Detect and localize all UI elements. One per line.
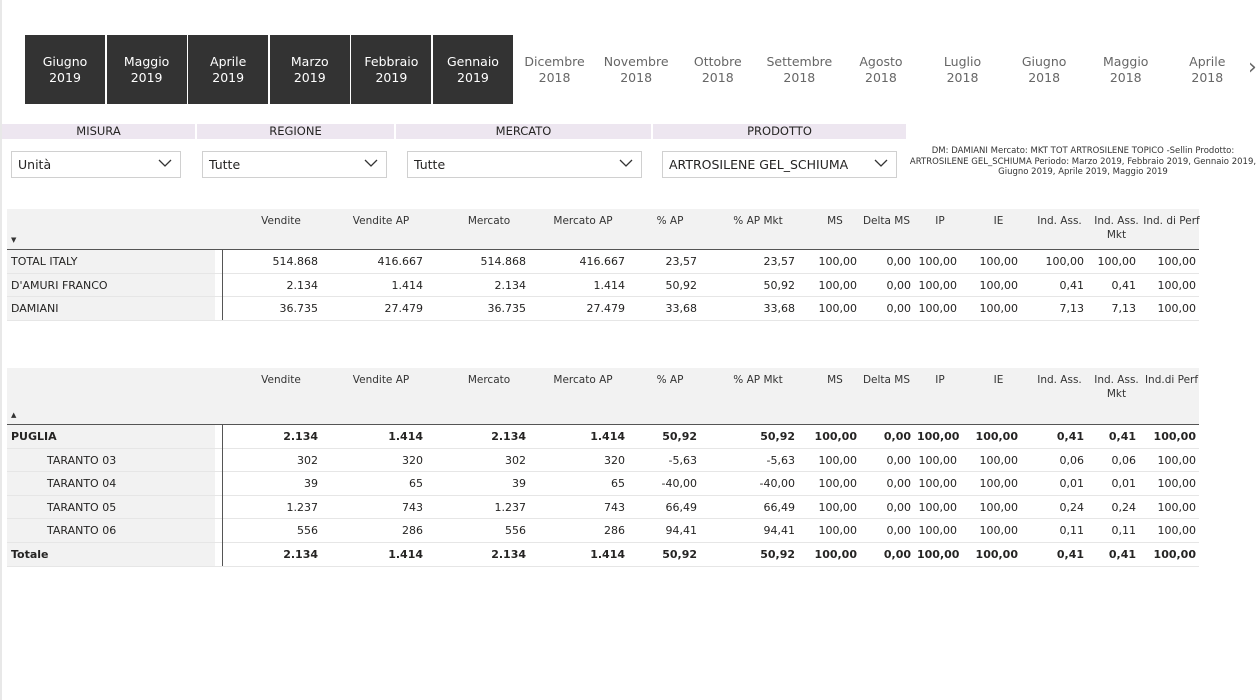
misura-value: Unità <box>18 157 52 172</box>
cell-value: 0,41 <box>1111 278 1136 292</box>
column-header[interactable]: IP <box>935 215 945 227</box>
column-header[interactable]: % AP <box>656 215 684 227</box>
column-header[interactable]: Delta MS <box>862 215 911 227</box>
column-header[interactable]: Mercato <box>467 215 511 227</box>
cell-value: 66,49 <box>763 500 795 514</box>
cell-value: 100,00 <box>1153 430 1196 443</box>
row-label: TOTAL ITALY <box>11 255 78 268</box>
cell-value: -40,00 <box>759 477 795 491</box>
cell-value: 556 <box>505 524 526 538</box>
cell-value: 100,00 <box>818 255 857 268</box>
cell-value: 1.237 <box>286 500 318 514</box>
month-name: Aprile <box>1189 53 1226 69</box>
cell-value: 100,00 <box>918 500 957 514</box>
cell-value: 7,13 <box>1111 302 1136 316</box>
column-header[interactable]: Vendite AP <box>352 215 410 227</box>
month-name: Agosto <box>859 53 903 69</box>
chevron-right-icon[interactable]: › <box>1248 55 1257 80</box>
cell-value: 286 <box>402 524 423 538</box>
cell-value: 100,00 <box>918 278 957 292</box>
cell-value: 2.134 <box>286 278 318 292</box>
cell-value: 65 <box>611 477 625 491</box>
cell-value: 514.868 <box>272 255 318 268</box>
row-label: D'AMURI FRANCO <box>11 278 108 292</box>
column-header[interactable]: IP <box>935 374 945 386</box>
cell-value: 100,00 <box>918 477 957 491</box>
month-year: 2019 <box>212 69 245 85</box>
month-year: 2018 <box>783 69 816 85</box>
row-label: TARANTO 06 <box>47 524 117 538</box>
cell-value: 50,92 <box>760 547 795 561</box>
month-year: 2018 <box>620 69 653 85</box>
prodotto-header: PRODOTTO <box>653 124 906 139</box>
cell-value: 100,00 <box>918 255 957 268</box>
cell-value: 100,00 <box>818 524 857 538</box>
month-slicer <box>25 35 1249 104</box>
month-name: Aprile <box>210 53 247 69</box>
cell-value: 2.134 <box>494 278 526 292</box>
cell-value: 514.868 <box>480 255 526 268</box>
cell-value: -5,63 <box>766 453 795 467</box>
cell-value: 100,00 <box>1157 302 1196 316</box>
cell-value: 302 <box>505 453 526 467</box>
column-header[interactable]: Ind. Ass. Mkt <box>1094 215 1139 241</box>
month-item[interactable] <box>1004 35 1084 104</box>
table-row[interactable] <box>7 472 1199 496</box>
cell-value: 50,92 <box>662 430 697 443</box>
cell-value: 100,00 <box>814 547 857 561</box>
table-header <box>7 368 1199 425</box>
cell-value: 0,00 <box>886 278 911 292</box>
cell-value: 100,00 <box>1157 477 1196 491</box>
month-item[interactable] <box>270 35 350 104</box>
month-item[interactable] <box>1086 35 1166 104</box>
column-header[interactable]: Vendite <box>261 374 301 386</box>
cell-value: 23,57 <box>763 255 795 268</box>
column-header[interactable]: Delta MS <box>862 374 911 386</box>
table-row[interactable] <box>7 297 1199 321</box>
column-header[interactable]: MS <box>827 374 843 386</box>
cell-value: 100,00 <box>918 524 957 538</box>
column-header[interactable]: Mercato AP <box>553 374 613 386</box>
month-item[interactable] <box>841 35 921 104</box>
table-row[interactable] <box>7 543 1199 567</box>
cell-value: 39 <box>304 477 318 491</box>
column-header[interactable]: % AP <box>656 374 684 386</box>
column-header[interactable]: Mercato AP <box>553 215 613 227</box>
cell-value: 0,24 <box>1111 500 1136 514</box>
cell-value: 66,49 <box>665 500 697 514</box>
cell-value: 100,00 <box>1153 547 1196 561</box>
cell-value: 7,13 <box>1059 302 1084 316</box>
cell-value: 743 <box>402 500 423 514</box>
mercato-header: MERCATO <box>396 124 651 139</box>
month-name: Luglio <box>943 53 982 69</box>
cell-value: 416.667 <box>377 255 423 268</box>
cell-value: 0,00 <box>886 477 911 491</box>
regione-header: REGIONE <box>197 124 394 139</box>
cell-value: 100,00 <box>814 430 857 443</box>
month-name: Giugno <box>1021 53 1067 69</box>
column-header[interactable]: % AP Mkt <box>733 215 783 227</box>
cell-value: 50,92 <box>662 547 697 561</box>
cell-value: 0,24 <box>1059 500 1084 514</box>
column-header[interactable]: IE <box>993 374 1004 386</box>
cell-value: 320 <box>604 453 625 467</box>
cell-value: 556 <box>297 524 318 538</box>
month-item[interactable] <box>759 35 839 104</box>
misura-dropdown[interactable] <box>11 151 181 178</box>
row-label: TARANTO 05 <box>47 500 117 514</box>
month-item[interactable] <box>596 35 676 104</box>
cell-value: 302 <box>297 453 318 467</box>
cell-value: 100,00 <box>979 302 1018 316</box>
month-name: Febbraio <box>364 53 419 69</box>
row-label: PUGLIA <box>11 430 57 443</box>
month-year: 2018 <box>946 69 979 85</box>
cell-value: 0,41 <box>1059 278 1084 292</box>
cell-value: 2.134 <box>491 547 526 561</box>
cell-value: 94,41 <box>665 524 697 538</box>
cell-value: 36.735 <box>487 302 526 316</box>
month-name: Maggio <box>123 53 170 69</box>
cell-value: 100,00 <box>1157 255 1196 268</box>
cell-value: 0,11 <box>1111 524 1136 538</box>
cell-value: 0,00 <box>883 430 911 443</box>
selection-summary: DM: DAMIANI Mercato: MKT TOT ARTROSILENE TOPICO -Sellin Prodotto: ARTROSILENE GEL_SCHIUMA Periodo: Marzo 2019, Febbraio 2019, Gennaio 2019, Giugno 2019, Aprile 2019, Maggio 2019 <box>909 146 1257 177</box>
column-header[interactable]: Vendite <box>261 215 301 227</box>
cell-value: 39 <box>512 477 526 491</box>
table-row[interactable] <box>7 449 1199 473</box>
cell-value: 100,00 <box>1157 524 1196 538</box>
month-name: Maggio <box>1103 53 1149 69</box>
cell-value: 100,00 <box>917 430 960 443</box>
cell-value: 0,41 <box>1056 430 1084 443</box>
cell-value: 0,41 <box>1108 547 1136 561</box>
regione-value: Tutte <box>209 157 241 172</box>
cell-value: 100,00 <box>979 278 1018 292</box>
cell-value: 0,41 <box>1108 430 1136 443</box>
misura-header: MISURA <box>2 124 195 139</box>
cell-value: 0,06 <box>1111 453 1136 467</box>
column-header[interactable]: Ind. Ass. <box>1037 215 1082 227</box>
month-year: 2018 <box>538 69 571 85</box>
column-header[interactable]: Ind. Ass. Mkt <box>1094 374 1139 400</box>
month-item[interactable] <box>25 35 105 104</box>
chevron-down-icon <box>874 152 890 177</box>
month-name: Giugno <box>42 53 88 69</box>
cell-value: 36.735 <box>279 302 318 316</box>
mercato-value: Tutte <box>414 157 446 172</box>
cell-value: 0,01 <box>1059 477 1084 491</box>
month-item[interactable] <box>351 35 431 104</box>
month-year: 2019 <box>375 69 408 85</box>
sort-icon[interactable]: ▲ <box>11 411 17 419</box>
table-row[interactable] <box>7 425 1199 449</box>
cell-value: 100,00 <box>818 453 857 467</box>
cell-value: 2.134 <box>283 547 318 561</box>
mercato-dropdown[interactable] <box>407 151 642 178</box>
cell-value: 1.414 <box>590 430 625 443</box>
cell-value: 100,00 <box>979 500 1018 514</box>
month-name: Ottobre <box>693 53 742 69</box>
cell-value: 100,00 <box>1157 278 1196 292</box>
cell-value: 1.414 <box>391 278 423 292</box>
month-item[interactable] <box>188 35 268 104</box>
cell-value: 50,92 <box>665 278 697 292</box>
column-header[interactable]: Vendite AP <box>352 374 410 386</box>
column-header[interactable]: % AP Mkt <box>733 374 783 386</box>
cell-value: 27.479 <box>586 302 625 316</box>
column-header[interactable]: MS <box>827 215 843 227</box>
month-year: 2018 <box>1191 69 1224 85</box>
cell-value: 33,68 <box>763 302 795 316</box>
month-year: 2018 <box>865 69 897 85</box>
cell-value: 743 <box>604 500 625 514</box>
cell-value: 0,01 <box>1111 477 1136 491</box>
cell-value: 0,00 <box>886 500 911 514</box>
month-year: 2019 <box>293 69 326 85</box>
table-row[interactable] <box>7 274 1199 298</box>
prodotto-dropdown[interactable] <box>662 151 897 178</box>
table-row[interactable] <box>7 519 1199 543</box>
column-header[interactable]: Ind.di Perf <box>1144 374 1199 386</box>
column-divider <box>222 424 223 566</box>
cell-value: 416.667 <box>579 255 625 268</box>
chevron-down-icon <box>619 152 635 177</box>
column-divider <box>222 249 223 320</box>
month-year: 2019 <box>49 69 81 85</box>
cell-value: 100,00 <box>917 547 960 561</box>
cell-value: 100,00 <box>818 302 857 316</box>
cell-value: 100,00 <box>918 453 957 467</box>
cell-value: 100,00 <box>1157 500 1196 514</box>
column-header[interactable]: Mercato <box>467 374 511 386</box>
row-label: Totale <box>11 547 49 561</box>
cell-value: 0,00 <box>886 302 911 316</box>
row-label: TARANTO 04 <box>47 477 117 491</box>
month-name: Marzo <box>290 53 329 69</box>
table-row[interactable] <box>7 250 1199 274</box>
cell-value: 1.237 <box>494 500 526 514</box>
month-item[interactable] <box>433 35 513 104</box>
cell-value: 0,11 <box>1059 524 1084 538</box>
cell-value: 50,92 <box>760 430 795 443</box>
cell-value: 33,68 <box>665 302 697 316</box>
cell-value: 100,00 <box>979 477 1018 491</box>
month-year: 2018 <box>1028 69 1061 85</box>
month-name: Novembre <box>603 53 669 69</box>
cell-value: 286 <box>604 524 625 538</box>
cell-value: 100,00 <box>818 477 857 491</box>
cell-value: 100,00 <box>979 524 1018 538</box>
cell-value: 1.414 <box>388 547 423 561</box>
chevron-down-icon <box>158 152 174 177</box>
cell-value: 1.414 <box>590 547 625 561</box>
column-header[interactable]: Ind. Ass. <box>1037 374 1082 386</box>
month-item[interactable] <box>1167 35 1247 104</box>
table-header <box>7 209 1199 250</box>
cell-value: 100,00 <box>979 255 1018 268</box>
cell-value: 100,00 <box>979 453 1018 467</box>
cell-value: 100,00 <box>818 500 857 514</box>
chevron-down-icon <box>364 152 380 177</box>
month-name: Gennaio <box>446 53 499 69</box>
cell-value: 0,00 <box>886 255 911 268</box>
row-label: DAMIANI <box>11 302 59 316</box>
regione-dropdown[interactable] <box>202 151 387 178</box>
month-year: 2019 <box>130 69 163 85</box>
cell-value: 1.414 <box>593 278 625 292</box>
cell-value: -40,00 <box>661 477 697 491</box>
cell-value: 23,57 <box>665 255 697 268</box>
month-item[interactable] <box>515 35 595 104</box>
cell-value: 100,00 <box>1045 255 1084 268</box>
sort-icon[interactable]: ▼ <box>11 236 17 244</box>
cell-value: 27.479 <box>384 302 423 316</box>
cell-value: 100,00 <box>1097 255 1136 268</box>
month-item[interactable] <box>107 35 187 104</box>
cell-value: 0,41 <box>1056 547 1084 561</box>
month-item[interactable] <box>678 35 758 104</box>
month-item[interactable] <box>923 35 1003 104</box>
cell-value: 65 <box>409 477 423 491</box>
prodotto-value: ARTROSILENE GEL_SCHIUMA <box>669 157 849 172</box>
cell-value: 100,00 <box>975 430 1018 443</box>
cell-value: 0,00 <box>886 453 911 467</box>
month-year: 2019 <box>457 69 489 85</box>
summary-table <box>7 209 1199 321</box>
cell-value: 320 <box>402 453 423 467</box>
cell-value: 0,00 <box>883 547 911 561</box>
cell-value: 0,06 <box>1059 453 1084 467</box>
cell-value: 2.134 <box>283 430 318 443</box>
month-year: 2018 <box>701 69 734 85</box>
month-name: Settembre <box>766 53 833 69</box>
cell-value: 100,00 <box>1157 453 1196 467</box>
cell-value: -5,63 <box>668 453 697 467</box>
region-table <box>7 368 1199 567</box>
table-row[interactable] <box>7 496 1199 520</box>
cell-value: 50,92 <box>763 278 795 292</box>
cell-value: 2.134 <box>491 430 526 443</box>
month-name: Dicembre <box>524 53 585 69</box>
month-year: 2018 <box>1109 69 1142 85</box>
cell-value: 1.414 <box>388 430 423 443</box>
column-header[interactable]: Ind. di Perf <box>1143 215 1200 227</box>
cell-value: 0,00 <box>886 524 911 538</box>
cell-value: 100,00 <box>975 547 1018 561</box>
cell-value: 94,41 <box>763 524 795 538</box>
left-edge <box>0 0 2 700</box>
row-label: TARANTO 03 <box>47 453 117 467</box>
column-header[interactable]: IE <box>993 215 1004 227</box>
cell-value: 100,00 <box>918 302 957 316</box>
cell-value: 100,00 <box>818 278 857 292</box>
